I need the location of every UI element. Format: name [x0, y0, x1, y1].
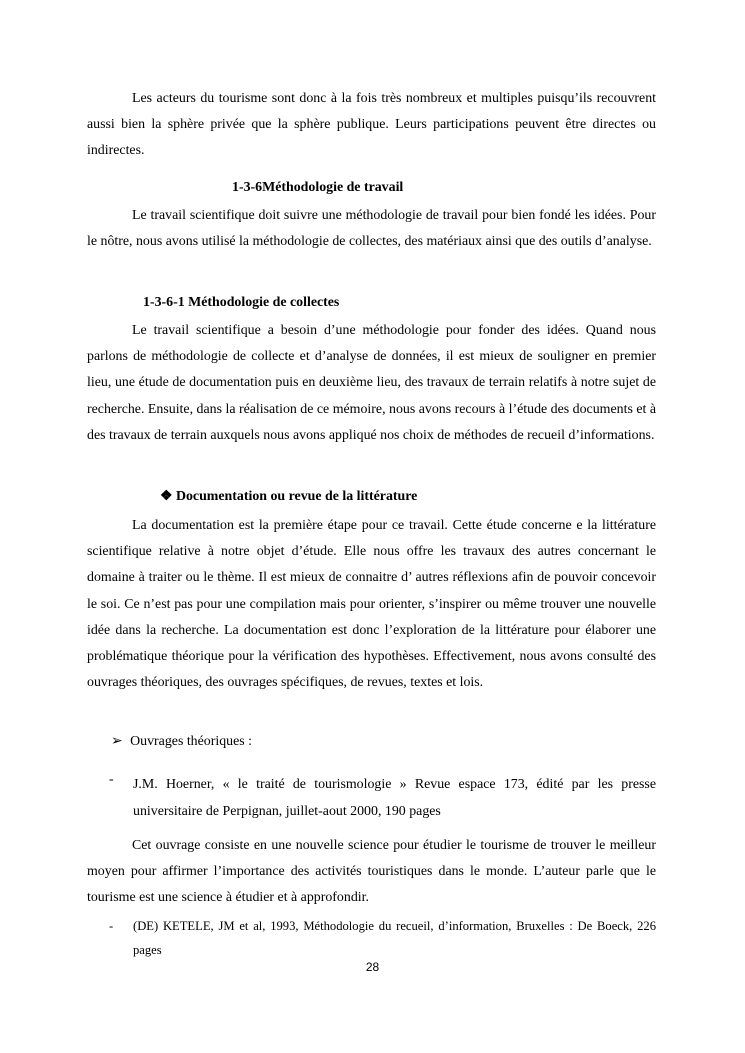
paragraph-travail-scientifique: Le travail scientifique doit suivre une méthodologie de travail pour bien fondé les idées. Pour le nôtre, nous avons utilisé la méthodologie de collectes, des matériaux ainsi que des outils d’analyse.: [87, 208, 656, 250]
paragraph-collectes: Le travail scientifique a besoin d’une méthodologie pour fonder des idées. Quand nous parlons de méthodologie de collecte et d’analyse de données, il est mieux de souligner en premier lieu, une étude de documentation puis en deuxième lieu, des travaux de terrain relatifs à notre sujet de recherche. Ensuite, dans la réalisation de ce mémoire, nous avons recours à l’étude des documents et à des travaux de terrain auxquels nous avons appliqué nos choix de méthodes de recueil d’informations.: [87, 323, 656, 443]
page-number: 28: [365, 960, 380, 974]
paragraph-documentation: La documentation est la première étape pour ce travail. Cette étude concerne e la littérature scientifique relative à notre objet d’étude. Elle nous offre les travaux des autres concernant le domaine à traiter ou le thème. Il est mieux de connaitre d’ autres réflexions afin de pouvoir concevoir le soi. Ce n’est pas pour une compilation mais pour orienter, s’inspirer ou même trouver une nouvelle idée dans la recherche. La documentation est donc l’exploration de la littérature pour élaborer une problématique théorique pour la vérification des hypothèses. Effectivement, nous avons consulté des ouvrages théoriques, des ouvrages spécifiques, de revues, textes et lois.: [87, 518, 656, 691]
diamond-bullet-icon: ❖: [160, 489, 173, 504]
paragraph-ouvrage: Cet ouvrage consiste en une nouvelle science pour étudier le tourisme de trouver le meilleur moyen pour affirmer l’importance des activités touristiques dans le monde. L’auteur parle que le tourisme est une science à étudier et à approfondir.: [87, 838, 656, 906]
heading-documentation: [160, 488, 417, 505]
heading-methodologie-travail: 1-3-6Méthodologie de travail: [232, 180, 404, 195]
reference-hoerner: J.M. Hoerner, « le traité de tourismologie » Revue espace 173, édité par les presse universitaire de Perpignan, juillet-aout 2000, 190 pages: [133, 777, 656, 819]
bullet-ouvrages-text: Ouvrages théoriques :: [130, 734, 253, 749]
heading-methodologie-collectes: 1-3-6-1 Méthodologie de collectes: [143, 295, 340, 310]
heading-documentation-text: Documentation ou revue de la littérature: [175, 489, 418, 504]
reference-dash-2: -: [109, 919, 114, 933]
bullet-ouvrages-theoriques: [111, 733, 252, 750]
arrow-bullet-icon: ➢: [111, 734, 123, 749]
reference-ketele: (DE) KETELE, JM et al, 1993, Méthodologie du recueil, d’information, Bruxelles : De Boeck, 226 pages: [133, 919, 656, 957]
paragraph-acteurs: Les acteurs du tourisme sont donc à la fois très nombreux et multiples puisqu’ils recouvrent aussi bien la sphère privée que la sphère publique. Leurs participations peuvent être directes ou indirectes.: [87, 91, 656, 159]
reference-dash-1: -: [109, 772, 114, 787]
